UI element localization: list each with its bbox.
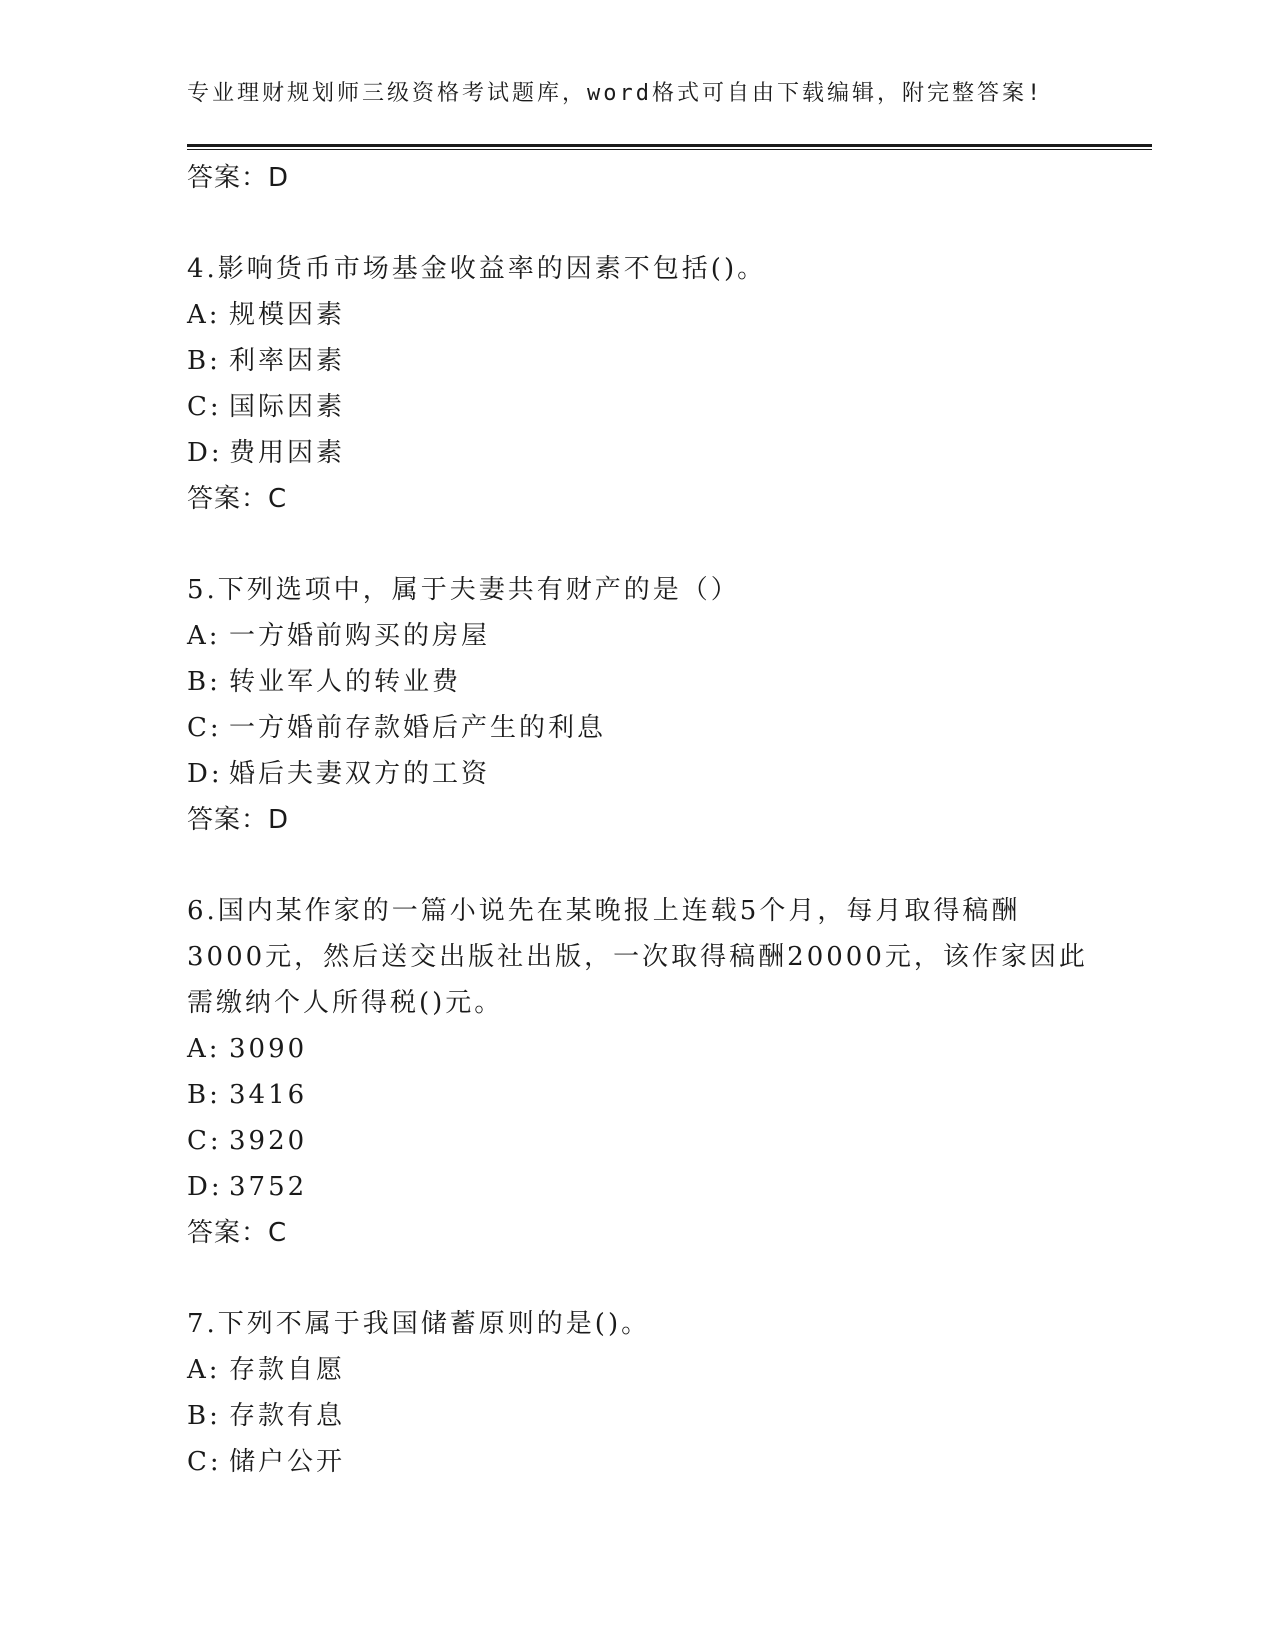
option-letter: C: (187, 1447, 222, 1477)
option-text: 3752 (229, 1172, 308, 1202)
answer-label: 答案：D (187, 805, 290, 835)
option-letter: A: (187, 300, 221, 330)
option-b (187, 1072, 1087, 1118)
option-letter: B: (187, 1401, 221, 1431)
option-letter: B: (187, 1080, 221, 1110)
question-text: 7.下列不属于我国储蓄原则的是()。 (187, 1309, 651, 1339)
question-text: 5.下列选项中，属于夫妻共有财产的是（） (187, 575, 740, 605)
option-letter: C: (187, 713, 222, 743)
option-text: 储户公开 (229, 1447, 346, 1477)
option-text: 一方婚前存款婚后产生的利息 (229, 713, 607, 743)
option-letter: A: (187, 1034, 221, 1064)
answer-label: 答案：C (187, 484, 288, 514)
option-c (187, 705, 1087, 751)
option-letter: D: (187, 1172, 223, 1202)
option-d (187, 430, 1087, 476)
option-text: 3920 (229, 1126, 308, 1156)
option-text: 利率因素 (229, 346, 346, 376)
question-4 (187, 246, 1087, 522)
option-text: 存款有息 (229, 1401, 346, 1431)
header-rule-thick (187, 144, 1152, 147)
answer-label: 答案：C (187, 1218, 288, 1248)
option-d (187, 751, 1087, 797)
question-list (187, 155, 1087, 1485)
question-7 (187, 1301, 1087, 1485)
question-text: 4.影响货币市场基金收益率的因素不包括()。 (187, 254, 767, 284)
option-text: 转业军人的转业费 (229, 667, 462, 697)
option-a (187, 1347, 1087, 1393)
option-letter: C: (187, 392, 222, 422)
option-letter: B: (187, 346, 221, 376)
option-b (187, 338, 1087, 384)
option-a (187, 1026, 1087, 1072)
option-a (187, 292, 1087, 338)
option-c (187, 1439, 1087, 1485)
question-5 (187, 567, 1087, 843)
answer-label: 答案：D (187, 163, 290, 193)
option-letter: C: (187, 1126, 222, 1156)
question-text: 6.国内某作家的一篇小说先在某晚报上连载5个月，每月取得稿酬 (187, 896, 1021, 926)
option-text: 存款自愿 (229, 1355, 346, 1385)
option-letter: D: (187, 759, 223, 789)
question-text: 需缴纳个人所得税()元。 (187, 988, 504, 1018)
option-letter: B: (187, 667, 221, 697)
option-a (187, 613, 1087, 659)
option-letter: D: (187, 438, 223, 468)
option-b (187, 1393, 1087, 1439)
header-rule-thin (187, 149, 1152, 150)
option-d (187, 1164, 1087, 1210)
question-text: 3000元，然后送交出版社出版，一次取得稿酬20000元，该作家因此 (187, 942, 1088, 972)
option-b (187, 659, 1087, 705)
option-text: 3090 (229, 1034, 308, 1064)
option-c (187, 384, 1087, 430)
option-text: 费用因素 (229, 438, 346, 468)
option-c (187, 1118, 1087, 1164)
page-header: 专业理财规划师三级资格考试题库，word格式可自由下载编辑，附完整答案! (187, 81, 1044, 106)
option-letter: A: (187, 621, 221, 651)
option-text: 一方婚前购买的房屋 (229, 621, 491, 651)
question-6 (187, 888, 1087, 1256)
option-letter: A: (187, 1355, 221, 1385)
option-text: 国际因素 (229, 392, 346, 422)
option-text: 3416 (229, 1080, 308, 1110)
option-text: 规模因素 (229, 300, 346, 330)
option-text: 婚后夫妻双方的工资 (229, 759, 491, 789)
